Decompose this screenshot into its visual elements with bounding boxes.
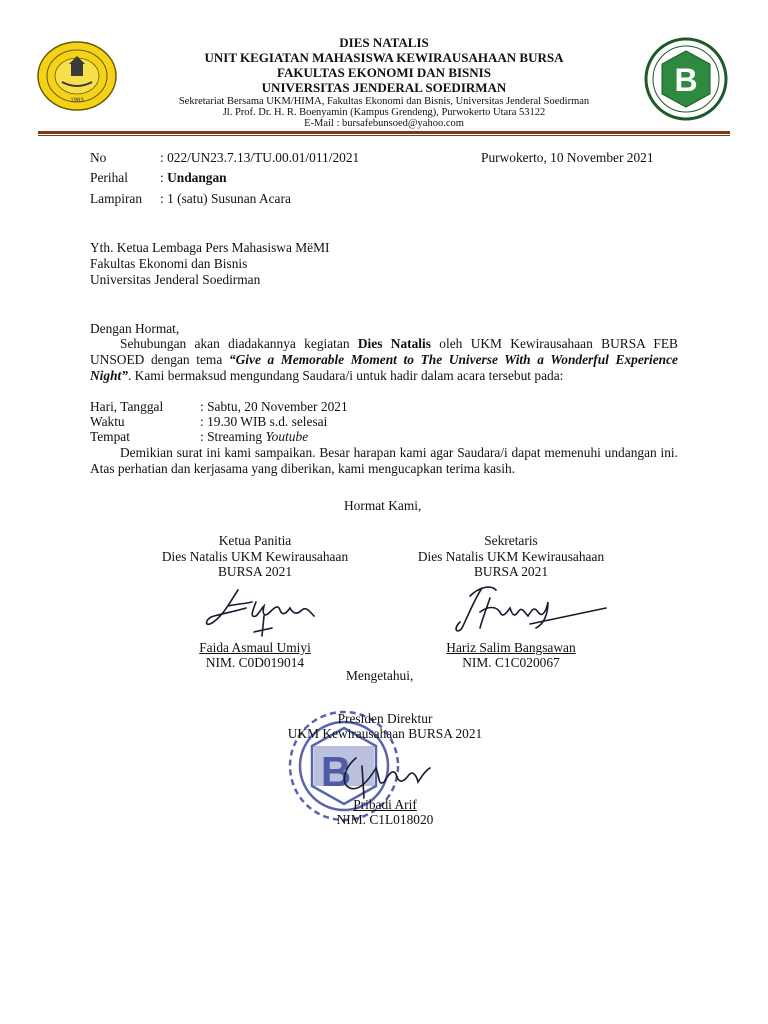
left-signature-image — [200, 582, 330, 640]
tempat-value — [200, 429, 308, 445]
university-seal-logo — [36, 40, 118, 112]
right-sign-org: Dies Natalis UKM Kewirausahaan — [417, 549, 605, 564]
p1-text-c: oleh UKM Kewirausahaan BURSA FEB UNSOED dengan tema — [90, 336, 678, 367]
right-sign-nim: NIM. C1C020067 — [462, 655, 560, 670]
header-email: E-Mail : bursafebunsoed@yahoo.com — [304, 118, 464, 129]
left-sign-nim: NIM. C0D019014 — [205, 655, 305, 670]
left-sign-role: Ketua Panitia — [218, 533, 292, 548]
header-title-4: UNIVERSITAS JENDERAL SOEDIRMAN — [261, 80, 507, 95]
right-sign-name: Hariz Salim Bangsawan — [446, 640, 576, 655]
header-divider-thin — [38, 135, 730, 136]
recipient-line-3: Universitas Jenderal Soedirman — [90, 272, 261, 287]
bottom-signature-image — [326, 748, 456, 800]
header-divider-thick — [38, 131, 730, 134]
closing-paragraph: Demikian surat ini kami sampaikan. Besar harapan kami agar Saudara/i dapat memenuhi undangan ini. Atas perhatian dan kerjasama yang diberikan, kami mengucapkan terima kasih. — [90, 445, 678, 476]
right-sign-role: Sekretaris — [484, 533, 538, 548]
bottom-sign-role: Presiden Direktur — [337, 711, 433, 726]
left-sign-name: Faida Asmaul Umiyi — [199, 640, 311, 655]
p1-text-e: . Kami bermaksud mengundang Saudara/i untuk hadir dalam acara tersebut pada: — [127, 368, 564, 383]
stamp-letter: B — [320, 748, 352, 795]
bottom-sign-org: UKM Kewirausahaan BURSA 2021 — [287, 726, 483, 741]
recipient-line-2: Fakultas Ekonomi dan Bisnis — [90, 256, 248, 271]
hari-label: Hari, Tanggal — [90, 399, 164, 414]
left-sign-org: Dies Natalis UKM Kewirausahaan — [161, 549, 349, 564]
waktu-label: Waktu — [90, 414, 125, 429]
greeting: Dengan Hormat, — [90, 321, 180, 336]
recipient-line-1: Yth. Ketua Lembaga Pers Mahasiswa MëMI — [90, 240, 330, 255]
no-value: : 022/UN23.7.13/TU.00.01/011/2021 — [160, 150, 360, 165]
left-sign-year: BURSA 2021 — [217, 564, 293, 579]
tempat-value-a: : Streaming — [200, 429, 266, 444]
lampiran-value: : 1 (satu) Susunan Acara — [160, 191, 291, 206]
header-title-3: FAKULTAS EKONOMI DAN BISNIS — [277, 65, 491, 80]
regards: Hormat Kami, — [344, 498, 422, 513]
header-title-2: UNIT KEGIATAN MAHASISWA KEWIRAUSAHAAN BURSA — [204, 50, 564, 65]
bottom-sign-name: Pribadi Arif — [353, 797, 417, 812]
tempat-label: Tempat — [90, 429, 130, 444]
lampiran-label: Lampiran — [90, 191, 143, 206]
header-title-1: DIES NATALIS — [339, 35, 429, 50]
right-sign-year: BURSA 2021 — [473, 564, 549, 579]
bursa-logo-letter: B — [674, 62, 698, 98]
no-label: No — [90, 150, 107, 165]
p1-text-a: Sehubungan akan diadakannya kegiatan — [120, 336, 358, 351]
tempat-platform: Youtube — [265, 429, 309, 444]
body-paragraph-1 — [90, 336, 678, 384]
perihal-colon: : — [160, 170, 168, 185]
seal-year-text: 1963 — [70, 98, 84, 104]
hari-value: : Sabtu, 20 November 2021 — [200, 399, 348, 414]
perihal-label: Perihal — [90, 170, 128, 185]
perihal-value — [160, 170, 227, 186]
header-address-2: Jl. Prof. Dr. H. R. Boenyamin (Kampus Grendeng), Purwokerto Utara 53122 — [222, 107, 546, 118]
right-signature-image — [430, 578, 610, 640]
bottom-sign-nim: NIM. C1L018020 — [336, 812, 434, 827]
letter-date: Purwokerto, 10 November 2021 — [481, 150, 654, 165]
perihal-subject: Undangan — [167, 170, 227, 185]
acknowledged-label: Mengetahui, — [346, 668, 414, 683]
p1-event-name: Dies Natalis — [357, 336, 431, 351]
waktu-value: : 19.30 WIB s.d. selesai — [200, 414, 328, 429]
header-address-1: Sekretariat Bersama UKM/HIMA, Fakultas Ekonomi dan Bisnis, Universitas Jenderal Soedirman — [178, 96, 590, 107]
p1-theme: “Give a Memorable Moment to The Universe With a Wonderful Experience Night” — [90, 352, 678, 383]
